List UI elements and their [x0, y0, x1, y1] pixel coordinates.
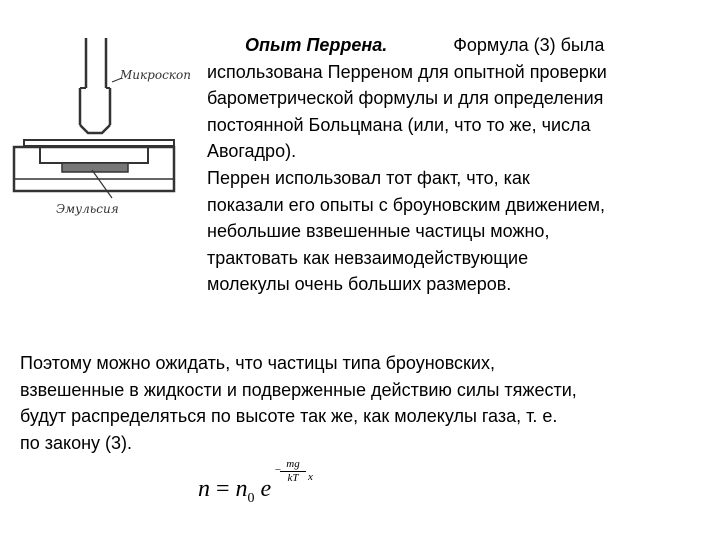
text-line: показали его опыты с броуновским движением,: [207, 194, 606, 215]
formula-exp-fraction: [280, 458, 306, 485]
text-line: использована Перреном для опытной проверки: [207, 61, 607, 82]
text-line: будут распределяться по высоте так же, как молекулы газа, т. е.: [20, 406, 558, 427]
text-line: Поэтому можно ожидать, что частицы типа броуновских,: [20, 353, 495, 373]
text-line: по закону (3).: [20, 432, 133, 453]
text-line: барометрической формулы и для определения: [207, 88, 604, 109]
perrin-apparatus-figure: [0, 30, 205, 240]
formula-exp-variable: x: [308, 471, 313, 483]
formula-main: [198, 476, 271, 507]
text-line: молекулы очень больших размеров.: [207, 274, 512, 295]
paragraph-first-line: [207, 32, 607, 59]
microscope-label: Микроскоп: [120, 68, 191, 82]
text-line: постоянной Больцмана (или, что то же, числа: [207, 114, 591, 135]
formula-n0: n: [235, 476, 248, 502]
text-line: Формула (3) была: [453, 35, 605, 55]
formula-exp-denominator: kT: [287, 472, 299, 484]
formula-lhs: n: [198, 476, 210, 502]
formula-subscript: 0: [247, 491, 255, 506]
emulsion-label: Эмульсия: [56, 202, 119, 216]
text-line: трактовать как невзаимодействующие: [207, 247, 529, 268]
formula-exp-minus: −: [274, 464, 282, 476]
formula-exp-numerator: mg: [280, 458, 306, 472]
perrin-paragraph: [207, 32, 607, 298]
formula-equals: =: [216, 476, 230, 502]
text-line: Авогадро).: [207, 141, 297, 162]
barometric-formula: [198, 458, 338, 518]
text-line: взвешенные в жидкости и подверженные действию силы тяжести,: [20, 379, 577, 400]
conclusion-paragraph: [20, 350, 577, 456]
text-line: небольшие взвешенные частицы можно,: [207, 221, 550, 242]
slide-title: Опыт Перрена.: [245, 35, 388, 55]
formula-base: e: [260, 476, 272, 502]
text-line: Перрен использовал тот факт, что, как: [207, 167, 530, 188]
